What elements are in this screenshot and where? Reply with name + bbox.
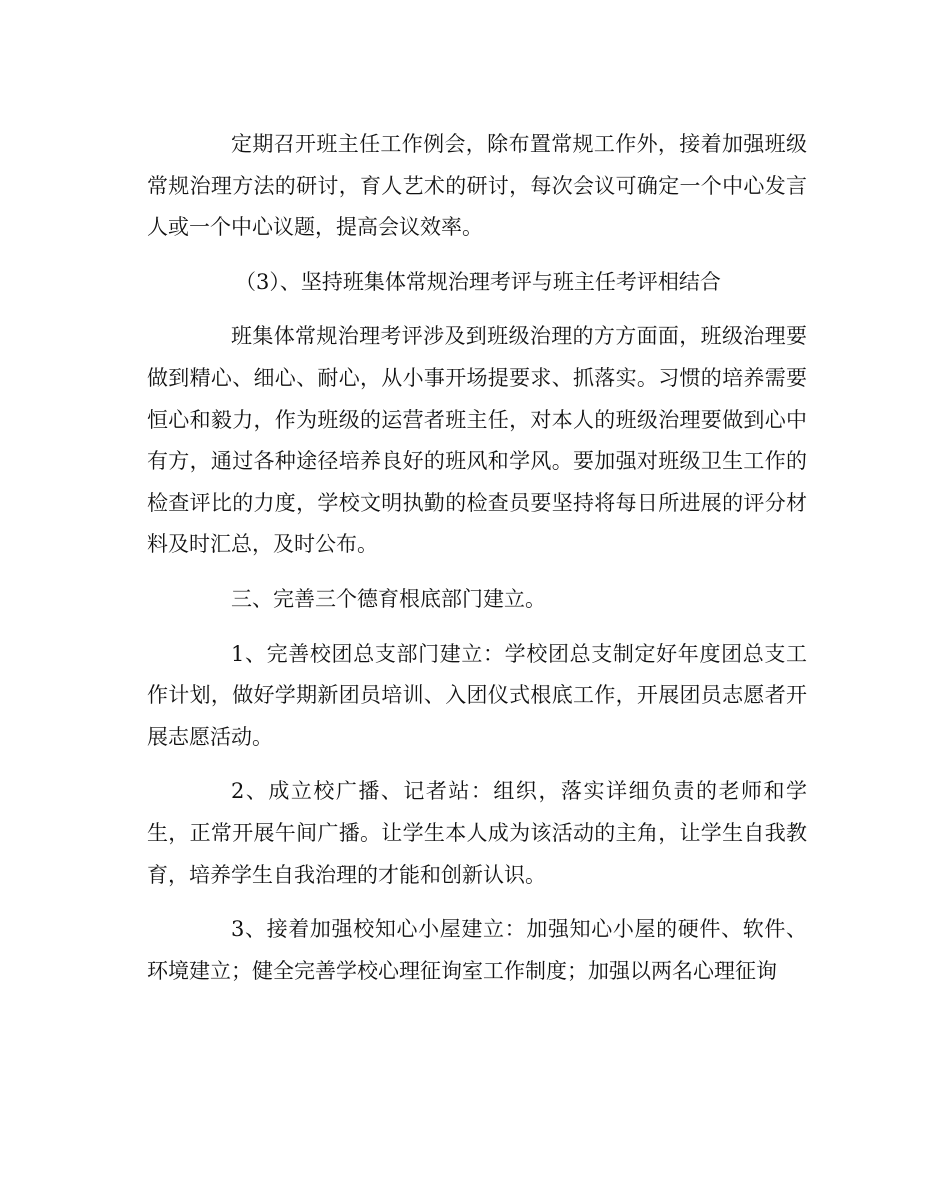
paragraph-counseling-room: 3、接着加强校知心小屋建立：加强知心小屋的硬件、软件、环境建立；健全完善学校心理征询室工作制度；加强以两名心理征询 [147, 917, 807, 983]
document-body [147, 124, 807, 992]
paragraph-broadcast-station: 2、成立校广播、记者站：组织，落实详细负责的老师和学生，正常开展午间广播。让学生本人成为该活动的主角，让学生自我教育，培养学生自我治理的才能和创新认识。 [147, 779, 807, 887]
paragraph-meeting: 定期召开班主任工作例会，除布置常规工作外，接着加强班级常规治理方法的研讨，育人艺术的研讨，每次会议可确定一个中心发言人或一个中心议题，提高会议效率。 [147, 132, 807, 240]
subheading-assessment: （3）、坚持班集体常规治理考评与班主任考评相结合 [235, 269, 721, 294]
paragraph-class-management: 班集体常规治理考评涉及到班级治理的方方面面，班级治理要做到精心、细心、耐心，从小事开场提要求、抓落实。习惯的培养需要恒心和毅力，作为班级的运营者班主任，对本人的班级治理要做到心中有方，通过各种途径培养良好的班风和学风。要加强对班级卫生工作的检查评比的力度，学校文明执勤的检查员要坚持将每日所进展的评分材料及时汇总，及时公布。 [147, 324, 807, 557]
paragraph-league-branch: 1、完善校团总支部门建立：学校团总支制定好年度团总支工作计划，做好学期新团员培训、入团仪式根底工作，开展团员志愿者开展志愿活动。 [147, 641, 807, 749]
section-heading-three: 三、完善三个德育根底部门建立。 [231, 586, 546, 611]
